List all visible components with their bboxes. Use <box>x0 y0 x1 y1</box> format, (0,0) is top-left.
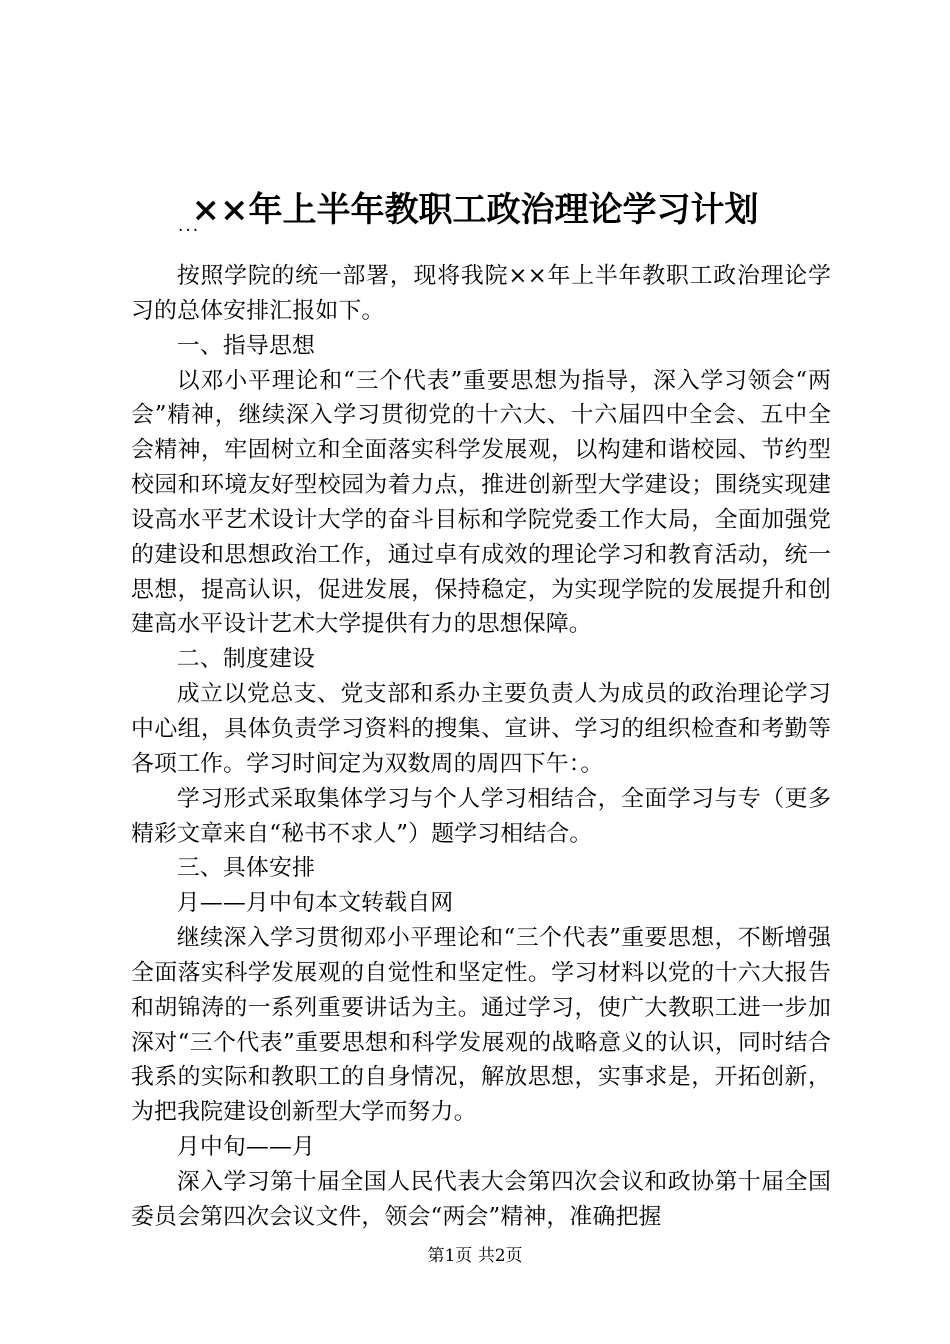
title-dots: ... <box>178 216 201 236</box>
study-form-paragraph: 学习形式采取集体学习与个人学习相结合，全面学习与专（更多精彩文章来自“秘书不求人”）题学习相结合。 <box>131 785 831 847</box>
document-title: ××年上半年教职工政治理论学习计划 <box>191 190 759 230</box>
system-construction-paragraph: 成立以党总支、党支部和系办主要负责人为成员的政治理论学习中心组，具体负责学习资料的搜集、宣讲、学习的组织检查和考勤等各项工作。学习时间定为双数周的周四下午：。 <box>131 681 831 777</box>
section-heading-specific-arrangements: 三、具体安排 <box>176 855 316 882</box>
document-body <box>131 259 831 1235</box>
schedule-period-1: 月——月中旬本文转载自网 <box>176 890 454 917</box>
section-heading-guiding-ideology: 一、指导思想 <box>176 332 316 359</box>
schedule-period-2-paragraph: 深入学习第十届全国人民代表大会第四次会议和政协第十届全国委员会第四次会议文件，领会“两会”精神，准确把握 <box>131 1168 831 1230</box>
section-heading-system-construction: 二、制度建设 <box>176 646 316 673</box>
page-footer: 第1页 共2页 <box>427 1246 523 1266</box>
schedule-period-1-paragraph: 继续深入学习贯彻邓小平理论和“三个代表”重要思想，不断增强全面落实科学发展观的自觉性和坚定性。学习材料以党的十六大报告和胡锦涛的一系列重要讲话为主。通过学习，使广大教职工进一步加深对“三个代表”重要思想和科学发展观的战略意义的认识，同时结合我系的实际和教职工的自身情况，解放思想，实事求是，开拓创新，为把我院建设创新型大学而努力。 <box>131 925 831 1126</box>
intro-paragraph: 按照学院的统一部署，现将我院××年上半年教职工政治理论学习的总体安排汇报如下。 <box>131 263 831 324</box>
guiding-ideology-paragraph: 以邓小平理论和“三个代表”重要思想为指导，深入学习领会“两会”精神，继续深入学习贯彻党的十六大、十六届四中全会、五中全会精神，牢固树立和全面落实科学发展观，以构建和谐校园、节约型校园和环境友好型校园为着力点，推进创新型大学建设；围绕实现建设高水平艺术设计大学的奋斗目标和学院党委工作大局，全面加强党的建设和思想政治工作，通过卓有成效的理论学习和教育活动，统一思想，提高认识，促进发展，保持稳定，为实现学院的发展提升和创建高水平设计艺术大学提供有力的思想保障。 <box>131 367 831 638</box>
schedule-period-2: 月中旬——月 <box>176 1134 316 1161</box>
